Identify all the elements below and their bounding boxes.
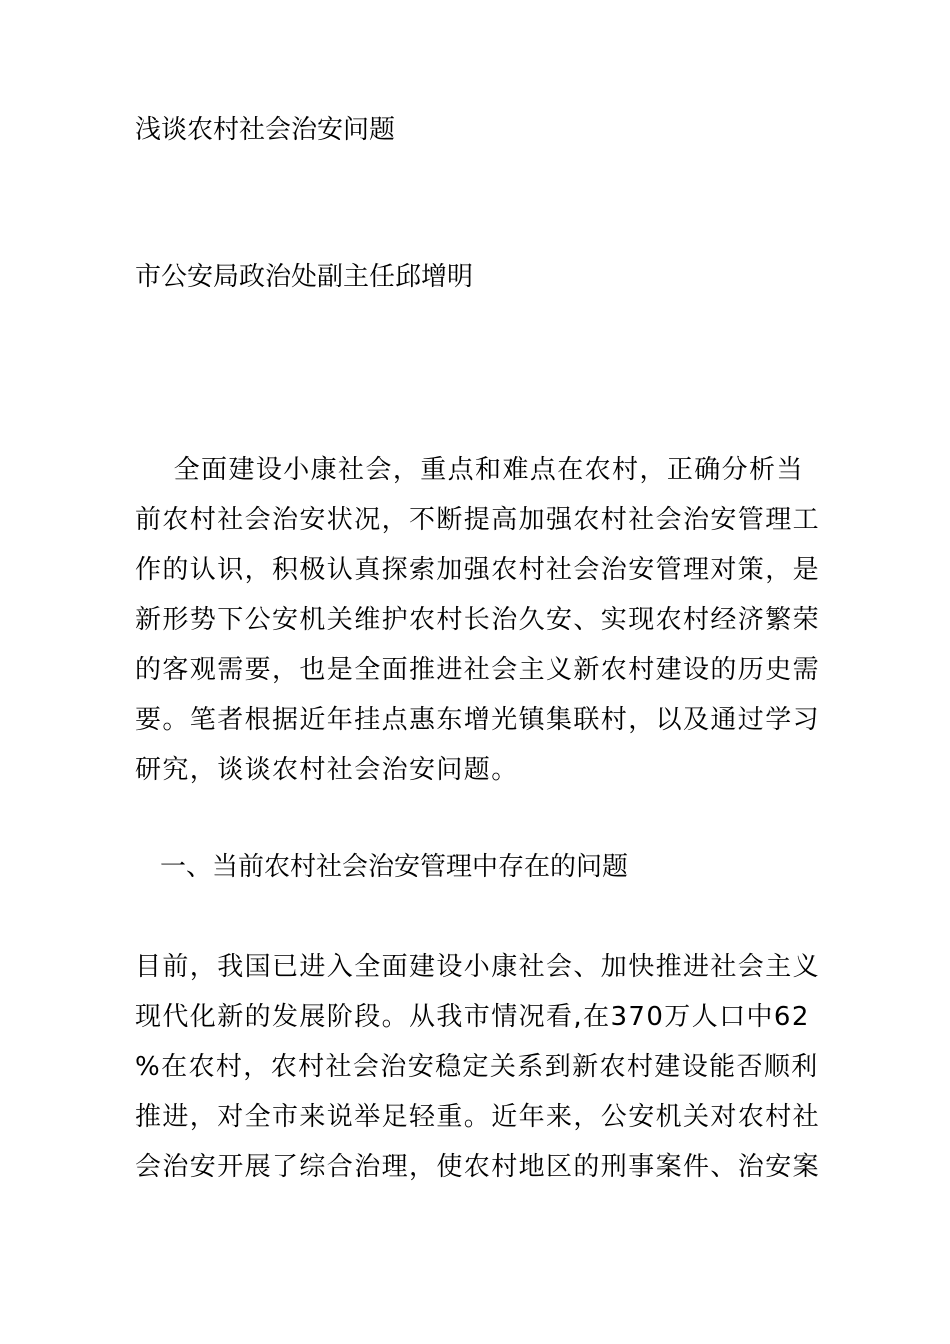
intro-paragraph (135, 445, 835, 795)
intro-line-4: 新形势下公安机关维护农村长治久安、实现农村经济繁荣 (135, 605, 821, 635)
document-title: 浅谈农村社会治安问题 (135, 115, 396, 145)
body-paragraph (135, 942, 835, 1192)
intro-line-3: 作的认识，积极认真探索加强农村社会治安管理对策，是 (135, 555, 821, 585)
intro-line-5: 的客观需要，也是全面推进社会主义新农村建设的历史需 (135, 655, 821, 685)
author-line: 市公安局政治处副主任邱增明 (135, 262, 474, 292)
body-line-1: 目前，我国已进入全面建设小康社会、加快推进社会主义 (135, 952, 821, 982)
body-line-2: 现代化新的发展阶段。从我市情况看,在370万人口中62 (135, 1002, 810, 1032)
body-line-3: %在农村，农村社会治安稳定关系到新农村建设能否顺利 (135, 1052, 819, 1082)
section-heading: 一、当前农村社会治安管理中存在的问题 (160, 852, 629, 882)
intro-line-1: 全面建设小康社会，重点和难点在农村，正确分析当 (135, 455, 804, 485)
intro-line-7: 研究，谈谈农村社会治安问题。 (135, 755, 519, 785)
body-line-5: 会治安开展了综合治理，使农村地区的刑事案件、治安案 (135, 1152, 821, 1182)
body-line-4: 推进，对全市来说举足轻重。近年来，公安机关对农村社 (135, 1102, 821, 1132)
intro-line-6: 要。笔者根据近年挂点惠东增光镇集联村，以及通过学习 (135, 705, 821, 735)
intro-line-2: 前农村社会治安状况，不断提高加强农村社会治安管理工 (135, 505, 821, 535)
